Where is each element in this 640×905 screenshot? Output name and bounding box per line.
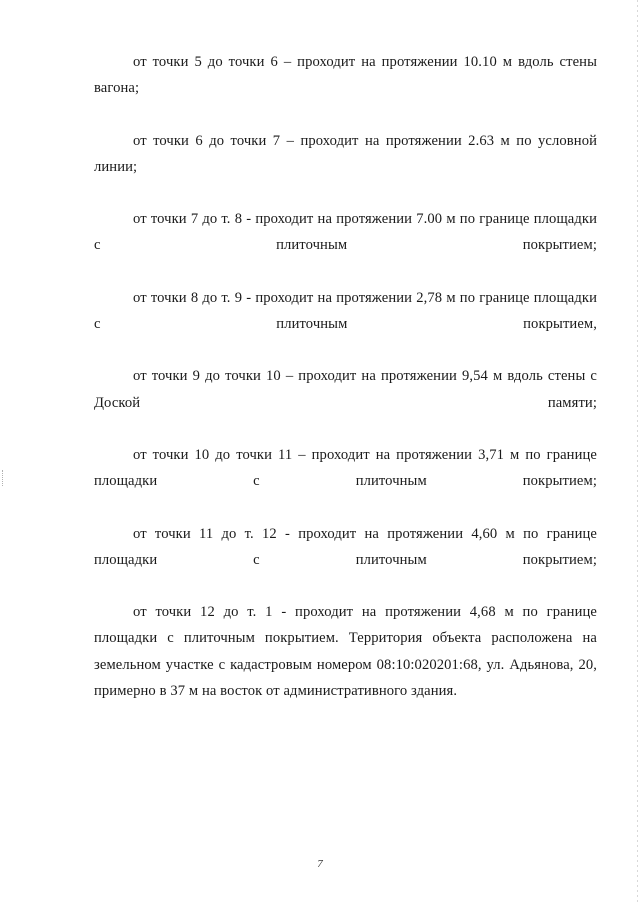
paragraph-point-10-11: от точки 10 до точки 11 – проходит на протяжении 3,71 м по границе площадки с плиточным покрытием; xyxy=(94,447,597,490)
boundary-description xyxy=(94,49,597,704)
paragraph-point-5-6: от точки 5 до точки 6 – проходит на протяжении 10.10 м вдоль стены вагона; xyxy=(94,54,597,97)
paragraph-point-6-7: от точки 6 до точки 7 – проходит на протяжении 2.63 м по условной линии; xyxy=(94,132,597,175)
paragraph-point-7-8: от точки 7 до т. 8 - проходит на протяжении 7.00 м по границе площадки с плиточным покрытием; xyxy=(94,211,597,254)
paragraph-point-11-12: от точки 11 до т. 12 - проходит на протяжении 4,60 м по границе площадки с плиточным покрытием; xyxy=(94,525,597,568)
paragraph-point-12-1: от точки 12 до т. 1 - проходит на протяжении 4,68 м по границе площадки с плиточным покрытием. Территория объекта расположена на земельном участке с кадастровым номером 08:10:020201:68, ул. Адьянова, 20, примерно в 37 м на восток от административного здания. xyxy=(94,604,597,699)
paragraph-point-9-10: от точки 9 до точки 10 – проходит на протяжении 9,54 м вдоль стены с Доской памяти; xyxy=(94,368,597,411)
paragraph-point-8-9: от точки 8 до т. 9 - проходит на протяжении 2,78 м по границе площадки с плиточным покрытием, xyxy=(94,289,597,333)
scan-mark xyxy=(2,470,6,486)
scan-edge xyxy=(637,0,638,905)
page-number: 7 xyxy=(317,858,323,870)
